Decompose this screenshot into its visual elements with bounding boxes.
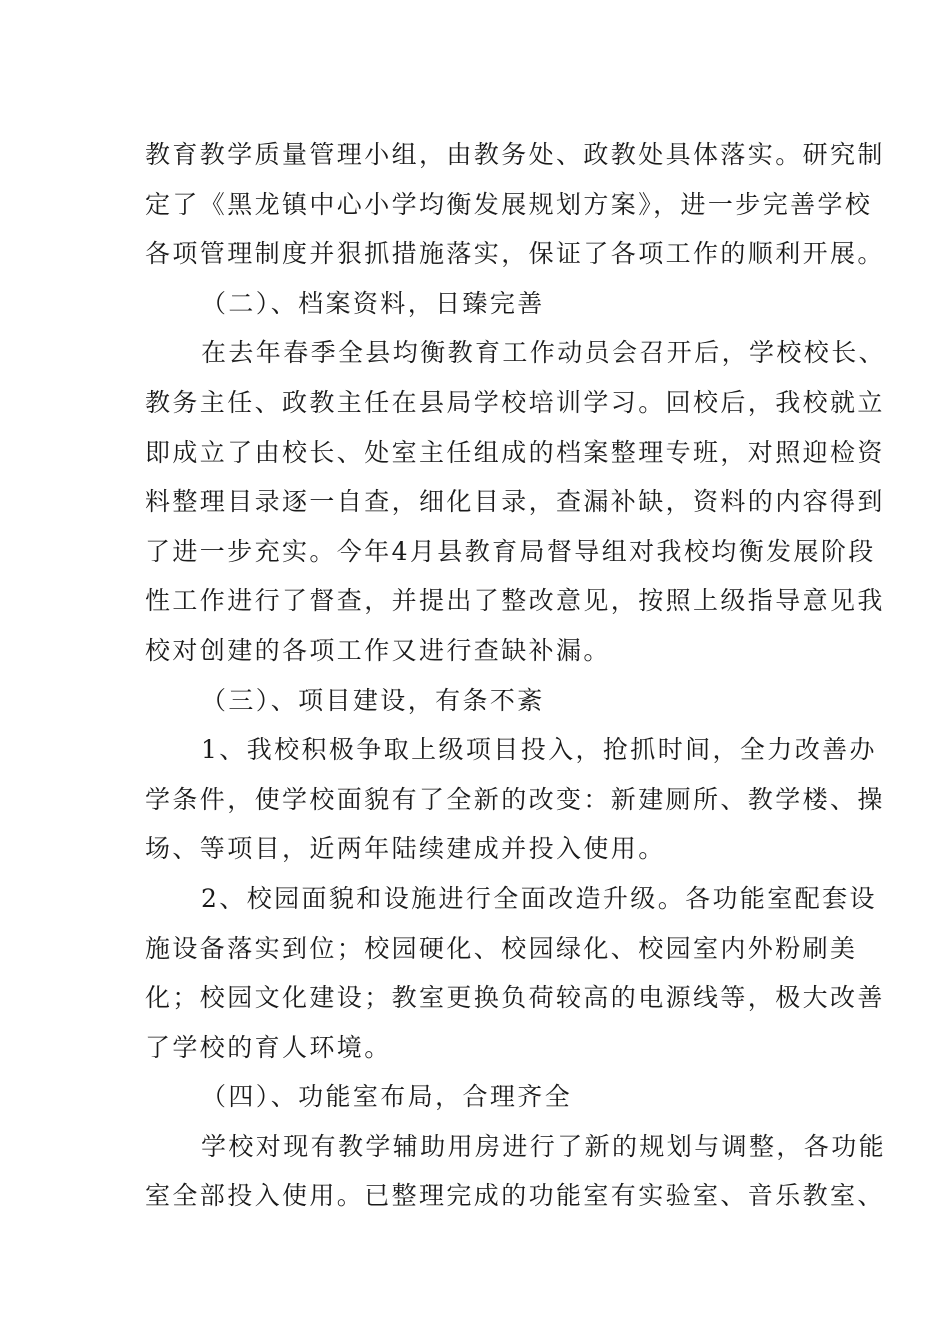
text-line: 了学校的育人环境。 (145, 1032, 392, 1062)
document-body (145, 130, 887, 1221)
text-line: 教务主任、政教主任在县局学校培训学习。回校后，我校就立 (145, 387, 885, 417)
text-line: 各项管理制度并狠抓措施落实，保证了各项工作的顺利开展。 (145, 239, 885, 269)
text-line: 场、等项目，近两年陆续建成并投入使用。 (145, 834, 666, 864)
text-line: 即成立了由校长、处室主任组成的档案整理专班，对照迎检资 (145, 437, 885, 467)
text-line: 教育教学质量管理小组，由教务处、政教处具体落实。研究制 (145, 140, 885, 169)
section-heading: （三）、项目建设，有条不紊 (201, 685, 545, 715)
text-line: 性工作进行了督查，并提出了整改意见，按照上级指导意见我 (145, 586, 885, 616)
text-line: 校对创建的各项工作又进行查缺补漏。 (145, 635, 611, 665)
text-line: 了进一步充实。今年4月县教育局督导组对我校均衡发展阶段 (145, 536, 876, 566)
text-line: 化；校园文化建设；教室更换负荷较高的电源线等，极大改善 (145, 983, 885, 1013)
section-heading: （四）、功能室布局，合理齐全 (201, 1082, 573, 1112)
text-line: 学条件，使学校面貌有了全新的改变：新建厕所、教学楼、操 (145, 784, 885, 814)
paragraph-first-line: 在去年春季全县均衡教育工作动员会召开后，学校校长、 (201, 338, 887, 368)
text-line: 定了《黑龙镇中心小学均衡发展规划方案》，进一步完善学校 (145, 189, 873, 219)
paragraph-first-line: 1、我校积极争取上级项目投入，抢抓时间，全力改善办 (201, 735, 877, 765)
paragraph-first-line: 2、校园面貌和设施进行全面改造升级。各功能室配套设 (201, 883, 877, 913)
section-heading: （二）、档案资料，日臻完善 (201, 288, 545, 318)
text-line: 施设备落实到位；校园硬化、校园绿化、校园室内外粉刷美 (145, 933, 858, 963)
text-line: 室全部投入使用。已整理完成的功能室有实验室、音乐教室、 (145, 1181, 885, 1211)
text-line: 料整理目录逐一自查，细化目录，查漏补缺，资料的内容得到 (145, 487, 885, 517)
paragraph-first-line: 学校对现有教学辅助用房进行了新的规划与调整，各功能 (201, 1131, 887, 1161)
